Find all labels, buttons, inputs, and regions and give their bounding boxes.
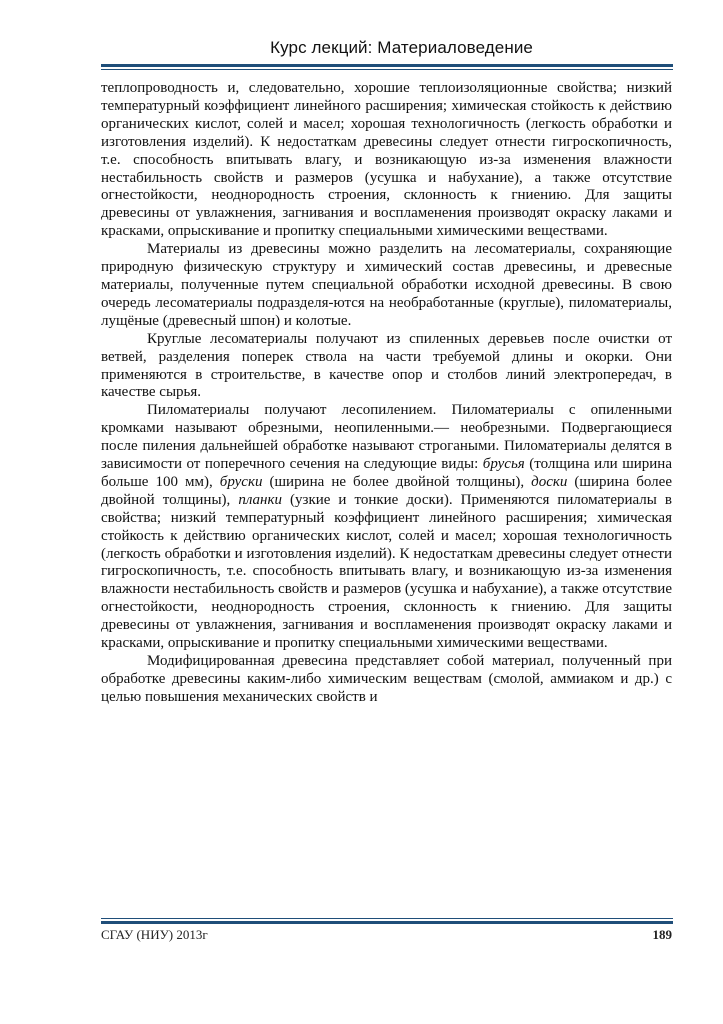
paragraph-4-text-b: (толщина или ширина больше 100 мм), xyxy=(101,456,672,490)
paragraph-4-text-a: Пиломатериалы получают лесопилением. Пиломатериалы с опиленными кромками называют обрезными, неопиленными.— необрезными. Подвергающиеся после пиления дальнейшей обработке называют строгаными. Пиломатериалы делятся в зависимости от поперечного сечения на следующие виды: xyxy=(101,402,672,473)
paragraph-4-text-c: (ширина не более двойной толщины), xyxy=(262,473,532,490)
paragraph-1: теплопроводность и, следовательно, хорошие теплоизоляционные свойства; низкий температурный коэффициент линейного расширения; химическая стойкость к действию органических кислот, солей и масел; хорошая технологичность (легкость обработки и изготовления изделий). К недостаткам древесины следует отнести гигроскопичность, т.е. способность впитывать влагу, и возникающую из-за изменения влажности нестабильность свойств и размеров (усушка и набухание), а также отсутствие огнестойкости, неоднородность строения, склонность к гниению. Для защиты древесины от увлажнения, загнивания и воспламенения производят окраску лаками и красками, опрыскивание и пропитку специальными химическими веществами. xyxy=(101,80,672,240)
term-doski: доски xyxy=(531,473,568,490)
footer-rule-thick xyxy=(101,921,673,924)
paragraph-4-text-e: (узкие и тонкие доски). Применяются пиломатериалы в свойства; низкий температурный коэффициент линейного расширения; химическая стойкость к действию органических кислот, солей и масел; хорошая технологичность (легкость обработки и изготовления изделий). К недостаткам древесины следует отнести гигроскопичность, т.е. способность впитывать влагу, и возникающую из-за изменения влажности нестабильность свойств и размеров (усушка и набухание), а также отсутствие огнестойкости, неоднородность строения, склонность к гниению. Для защиты древесины от увлажнения, загнивания и воспламенения производят окраску лаками и красками, опрыскивание и пропитку специальными химическими веществами. xyxy=(101,491,672,652)
paragraph-5: Модифицированная древесина представляет собой материал, полученный при обработке древесины каким-либо химическим веществам (смолой, аммиаком и др.) с целью повышения механических свойств и xyxy=(101,653,672,705)
paragraph-3: Круглые лесоматериалы получают из спиленных деревьев после очистки от ветвей, разделения поперек ствола на части требуемой длины и окорки. Они применяются в строительстве, в качестве опор и столбов линий электропередач, в качестве сырья. xyxy=(101,330,672,401)
term-planki: планки xyxy=(238,491,282,508)
header-rule-thin xyxy=(101,69,673,70)
body-text xyxy=(101,80,672,707)
paragraph-2: Материалы из древесины можно разделить на лесоматериалы, сохраняющие природную физическую структуру и химический состав древесины, и древесные материалы, полученные путем специальной обработки исходной древесины. В свою очередь лесоматериалы подразделя-ются на необработанные (круглые), пиломатериалы, лущёные (древесный шпон) и колотые. xyxy=(101,241,672,329)
header-rule-thick xyxy=(101,64,673,67)
paragraph-4-text-d: (ширина более двойной толщины), xyxy=(101,473,672,508)
term-bruski: бруски xyxy=(219,473,263,490)
page-header-title: Курс лекций: Материаловедение xyxy=(270,38,533,57)
page-number: 189 xyxy=(652,927,672,942)
footer-publisher: СГАУ (НИУ) 2013г xyxy=(101,927,208,942)
term-brusya: брусья xyxy=(482,456,525,473)
footer-rule-thin xyxy=(101,918,673,919)
paragraph-4 xyxy=(101,402,672,653)
